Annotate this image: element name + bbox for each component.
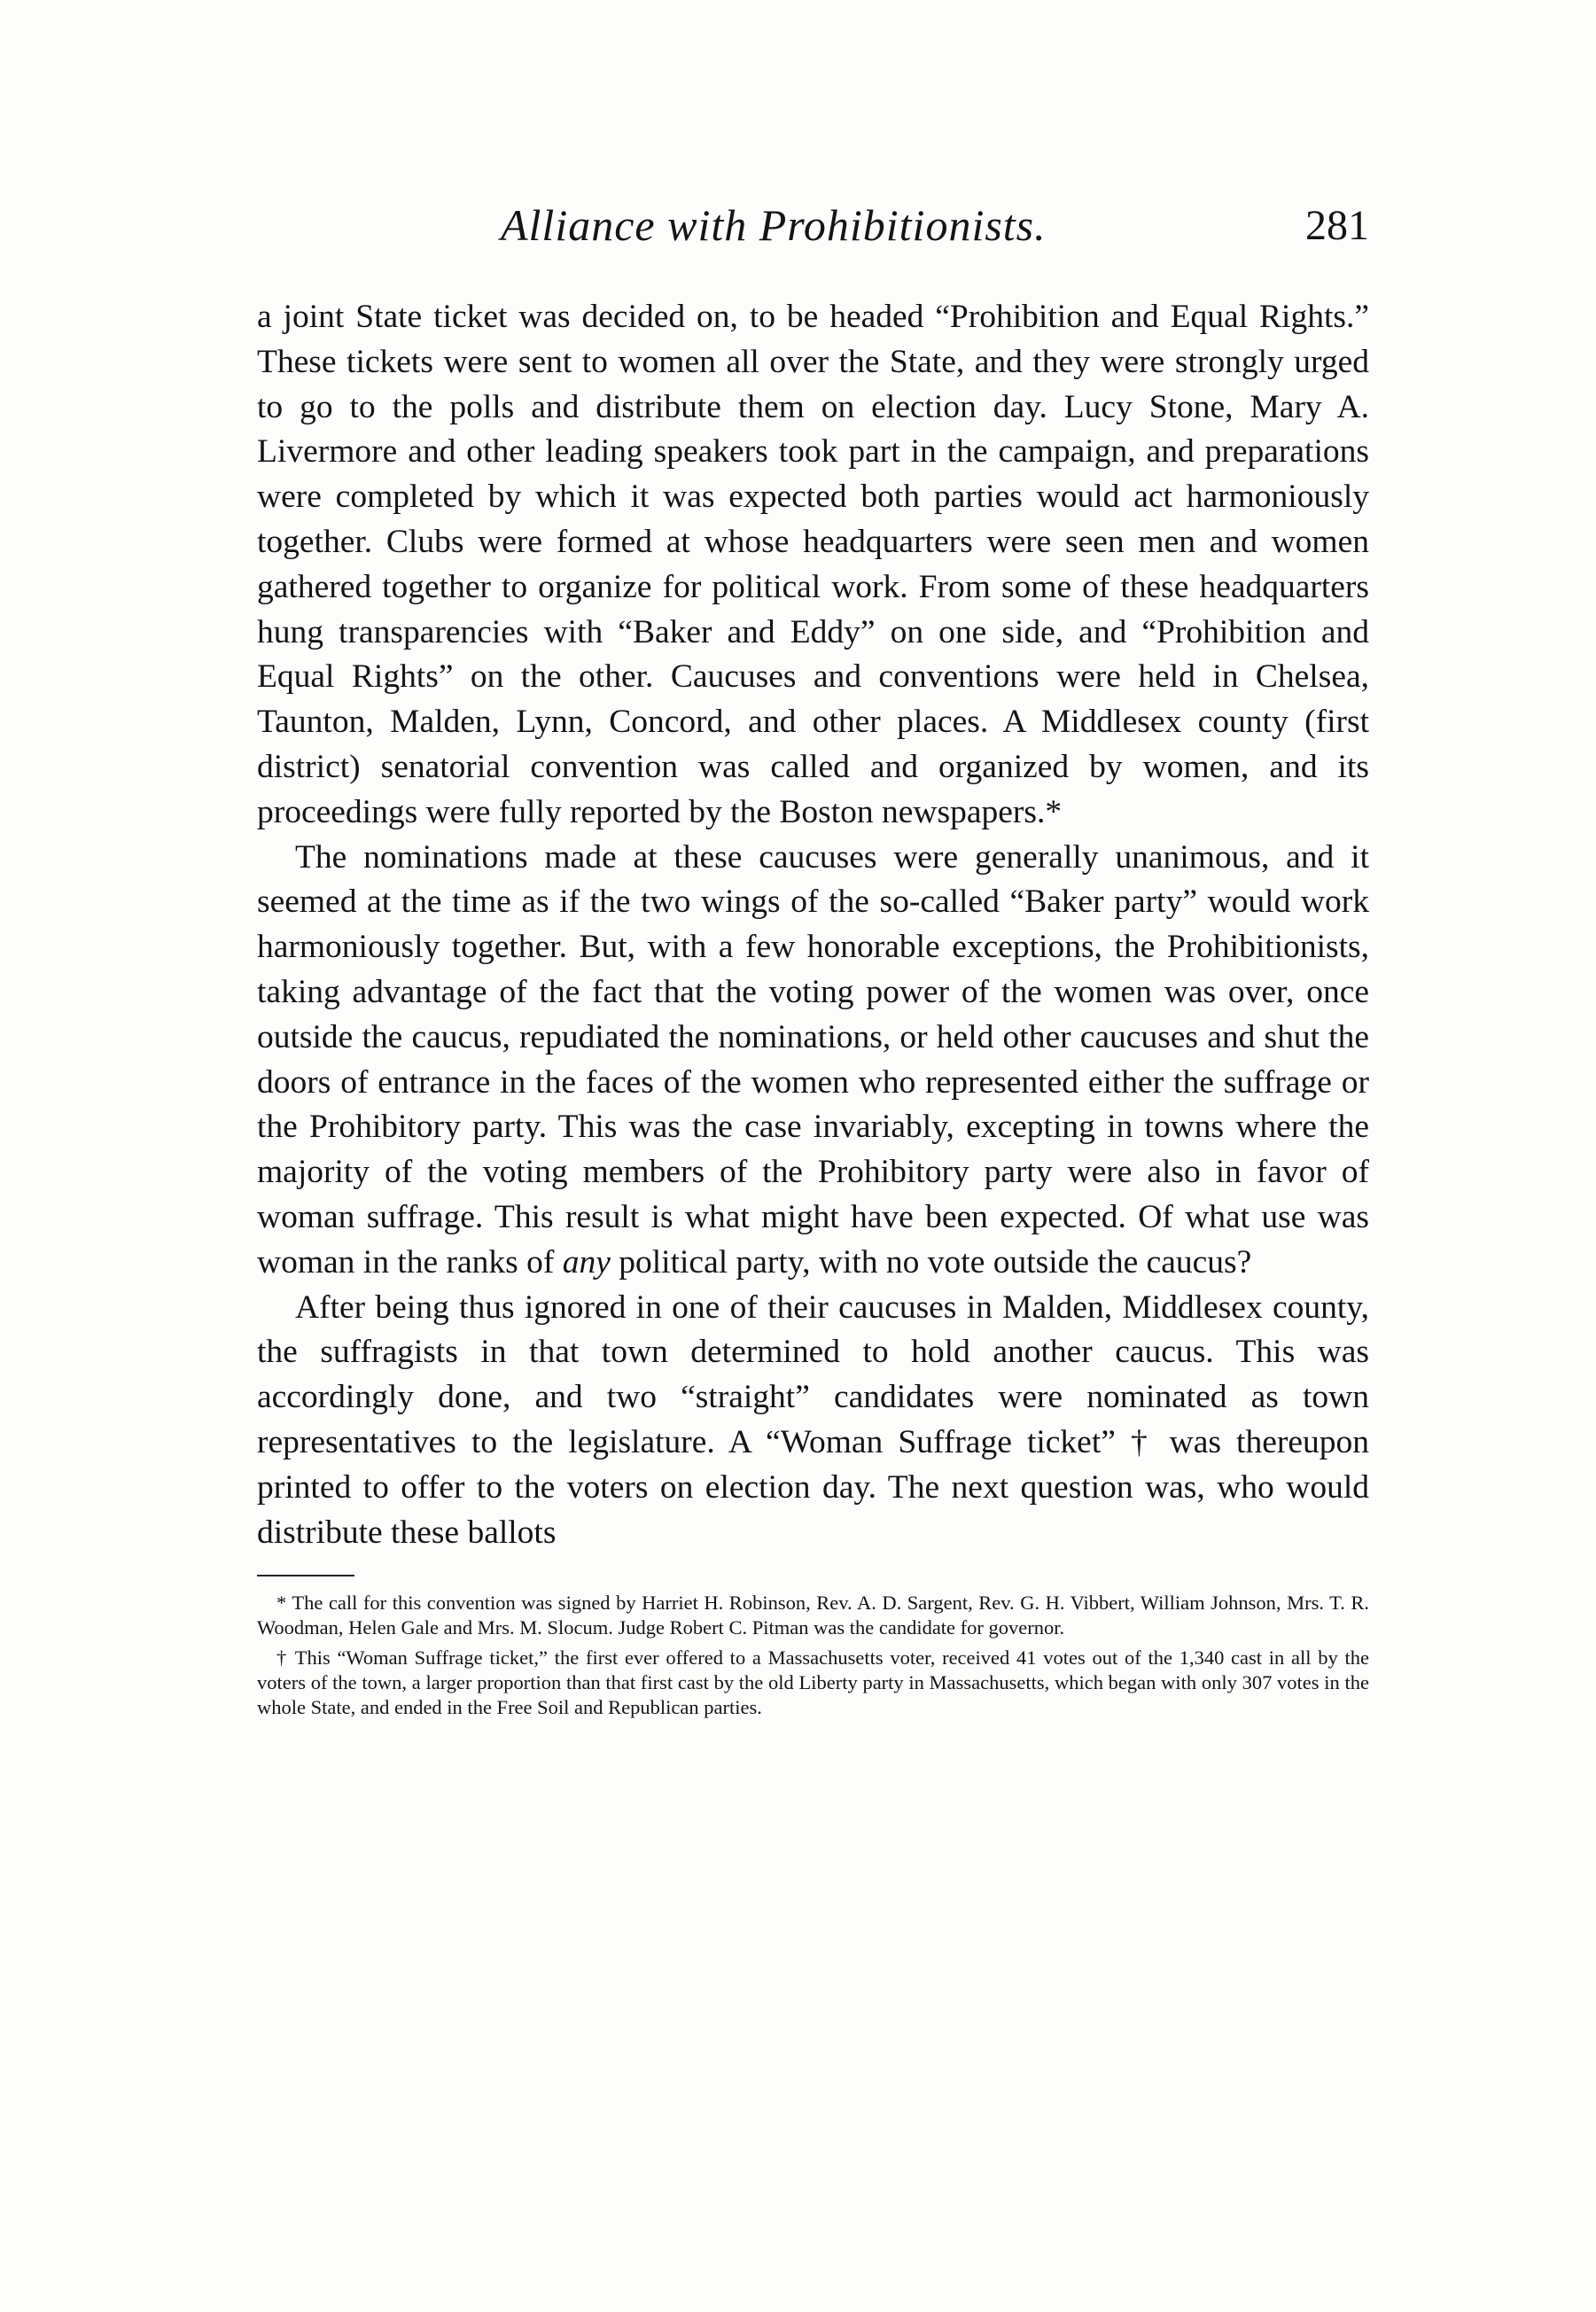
footnotes	[257, 1591, 1369, 1720]
paragraph-malden: After being thus ignored in one of their caucuses in Malden, Middlesex county, the suffragists in that town determined to hold another caucus. This was accordingly done, and two “straight” candidates were nominated as town representatives to the legislature. A “Woman Suffrage ticket” † was thereupon printed to offer to the voters on election day. The next question was, who would distribute these ballots	[257, 1288, 1369, 1551]
emphasis-any: any	[562, 1243, 611, 1281]
paragraph-continuation: a joint State ticket was decided on, to be headed “Prohibition and Equal Rights.” These tickets were sent to women all over the State, and they were strongly urged to go to the polls and distribute them on election day. Lucy Stone, Mary A. Livermore and other leading speakers took part in the campaign, and preparations were completed by which it was expected both parties would act harmoniously together. Clubs were formed at whose headquarters were seen men and women gathered together to organize for political work. From some of these headquarters hung transparencies with “Baker and Eddy” on one side, and “Prohibition and Equal Rights” on the other. Caucuses and conventions were held in Chelsea, Taunton, Malden, Lynn, Concord, and other places. A Middlesex county (first district) senatorial convention was called and organized by women, and its proceedings were fully reported by the Boston newspapers.*	[257, 299, 1369, 830]
book-page	[257, 199, 1369, 1725]
paragraph-nominations-end: political party, with no vote outside the caucus?	[610, 1243, 1252, 1281]
running-title: Alliance with Prohibitionists.	[501, 200, 1047, 250]
body-text	[257, 295, 1369, 1555]
footnote-ticket: † This “Woman Suffrage ticket,” the first ever offered to a Massachusetts voter, received 41 votes out of the 1,340 cast in all by the voters of the town, a larger proportion than that first cast by the old Liberty party in Massachusetts, which began with only 307 votes in the whole State, and ended in the Free Soil and Republican parties.	[257, 1646, 1369, 1719]
footnote-rule	[257, 1575, 354, 1576]
page-number: 281	[1305, 202, 1369, 249]
paragraph-nominations-text: The nominations made at these caucuses were generally unanimous, and it seemed at the time as if the two wings of the so-called “Baker party” would work harmoniously together. But, with a few honorable exceptions, the Prohibitionists, taking advantage of the fact that the voting power of the women was over, once outside the caucus, repudiated the nominations, or held other caucuses and shut the doors of entrance in the faces of the women who represented either the suffrage or the Prohibitory party. This was the case invariably, excepting in towns where the majority of the voting members of the Prohibitory party were also in favor of woman suffrage. This result is what might have been expected. Of what use was woman in the ranks of	[257, 838, 1369, 1281]
footnote-convention: * The call for this convention was signed by Harriet H. Robinson, Rev. A. D. Sargent, Rev. G. H. Vibbert, William Johnson, Mrs. T. R. Woodman, Helen Gale and Mrs. M. Slocum. Judge Robert C. Pitman was the candidate for governor.	[257, 1592, 1369, 1639]
running-head	[257, 199, 1369, 270]
paragraph-nominations	[257, 836, 1369, 1286]
